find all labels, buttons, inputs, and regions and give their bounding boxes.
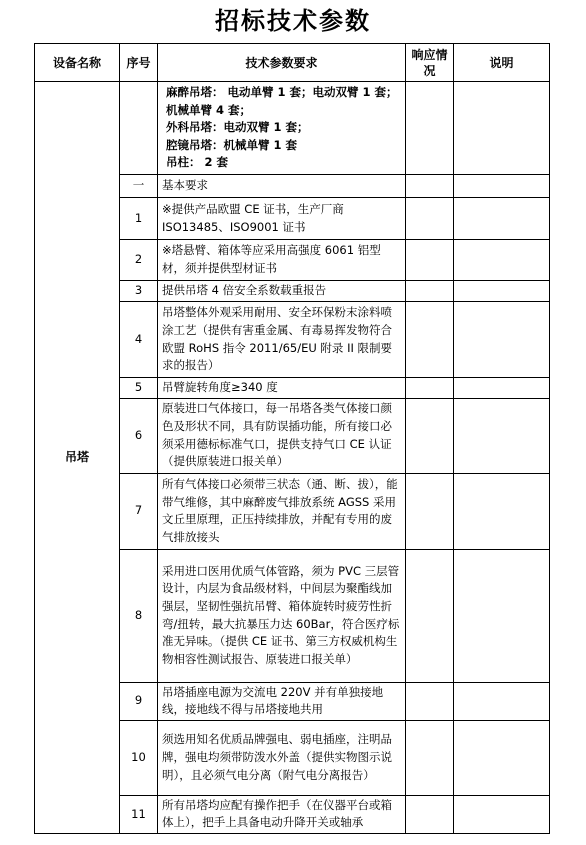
response-cell (406, 682, 454, 720)
response-cell (406, 398, 454, 473)
requirement-cell: ※提供产品欧盟 CE 证书，生产厂商 ISO13485、ISO9001 证书 (158, 198, 406, 240)
document-title: 招标技术参数 (215, 6, 371, 35)
header-device-name: 设备名称 (35, 44, 120, 82)
header-remarks: 说明 (454, 44, 550, 82)
seq-no-cell: 7 (120, 473, 158, 549)
config-text-cell (158, 82, 406, 175)
seq-no-cell: 6 (120, 398, 158, 473)
requirement-cell: 吊塔整体外观采用耐用、安全环保粉末涂料喷涂工艺（提供有害重金属、有毒易挥发物符合欧盟 RoHS 指令 2011/65/EU 附录 II 限制要求的报告） (158, 302, 406, 378)
seq-no-cell: 5 (120, 378, 158, 399)
requirement-cell: 须选用知名优质品牌强电、弱电插座，注明品牌，强电均须带防泼水外盖（提供实物图示说明），且必须气电分离（附气电分离报告） (158, 720, 406, 795)
seq-no-cell: 8 (120, 549, 158, 682)
requirement-cell: 吊塔插座电源为交流电 220V 并有单独接地线，接地线不得与吊塔接地共用 (158, 682, 406, 720)
remarks-cell (454, 473, 550, 549)
header-seq-no: 序号 (120, 44, 158, 82)
response-cell (406, 720, 454, 795)
config-row (35, 82, 550, 175)
header-tech-requirements: 技术参数要求 (158, 44, 406, 82)
remarks-cell (454, 378, 550, 399)
config-line: 外科吊塔：电动双臂 1 套； (166, 120, 309, 135)
requirement-cell: 所有吊塔均应配有操作把手（在仪器平台或箱体上），把手上具备电动升降开关或轴承 (158, 795, 406, 833)
config-line: 吊柱： 2 套 (166, 155, 229, 170)
response-cell (406, 281, 454, 302)
requirement-cell: 吊臂旋转角度≥340 度 (158, 378, 406, 399)
requirement-cell: 所有气体接口必须带三状态（通、断、拔），能带气维修，其中麻醉废气排放系统 AGSS 采用文丘里原理，正压持续排放，并配有专用的废气排放接头 (158, 473, 406, 549)
remarks-cell (454, 82, 550, 175)
response-cell (406, 82, 454, 175)
seq-no-cell: 3 (120, 281, 158, 302)
config-line: 腔镜吊塔：机械单臂 1 套 (166, 137, 298, 152)
remarks-cell (454, 549, 550, 682)
remarks-cell (454, 175, 550, 198)
config-line: 麻醉吊塔： 电动单臂 1 套；电动双臂 1 套；机械单臂 4 套； (166, 85, 398, 117)
response-cell (406, 240, 454, 281)
remarks-cell (454, 398, 550, 473)
requirement-cell: 基本要求 (158, 175, 406, 198)
response-cell (406, 378, 454, 399)
remarks-cell (454, 198, 550, 240)
device-name-cell: 吊塔 (35, 82, 120, 834)
seq-no-cell: 9 (120, 682, 158, 720)
remarks-cell (454, 240, 550, 281)
remarks-cell (454, 281, 550, 302)
seq-no-cell: 4 (120, 302, 158, 378)
requirement-cell: 采用进口医用优质气体管路，须为 PVC 三层管设计，内层为食品级材料，中间层为聚酯线加强层，坚韧性强抗吊臂、箱体旋转时疲劳性折弯/扭转，最大抗暴压力达 60Bar，符合医疗标准无异味。（提供 CE 证书、第三方权威机构生物相容性测试报告、原装进口报关单） (158, 549, 406, 682)
remarks-cell (454, 682, 550, 720)
header-response: 响应情况 (406, 44, 454, 82)
requirement-cell: ※塔悬臂、箱体等应采用高强度 6061 铝型材，须并提供型材证书 (158, 240, 406, 281)
requirement-cell: 提供吊塔 4 倍安全系数载重报告 (158, 281, 406, 302)
response-cell (406, 795, 454, 833)
seq-no-cell: 2 (120, 240, 158, 281)
seq-no-cell: 10 (120, 720, 158, 795)
header-row (35, 44, 550, 82)
config-no-cell (120, 82, 158, 175)
response-cell (406, 302, 454, 378)
response-cell (406, 175, 454, 198)
response-cell (406, 473, 454, 549)
remarks-cell (454, 795, 550, 833)
response-cell (406, 198, 454, 240)
remarks-cell (454, 720, 550, 795)
seq-no-cell: 11 (120, 795, 158, 833)
seq-no-cell: 一 (120, 175, 158, 198)
seq-no-cell: 1 (120, 198, 158, 240)
requirement-cell: 原装进口气体接口，每一吊塔各类气体接口颜色及形状不同，具有防误插功能，所有接口必须采用德标标准气口，提供支持气口 CE 认证（提供原装进口报关单） (158, 398, 406, 473)
response-cell (406, 549, 454, 682)
remarks-cell (454, 302, 550, 378)
tech-spec-table (34, 43, 550, 834)
